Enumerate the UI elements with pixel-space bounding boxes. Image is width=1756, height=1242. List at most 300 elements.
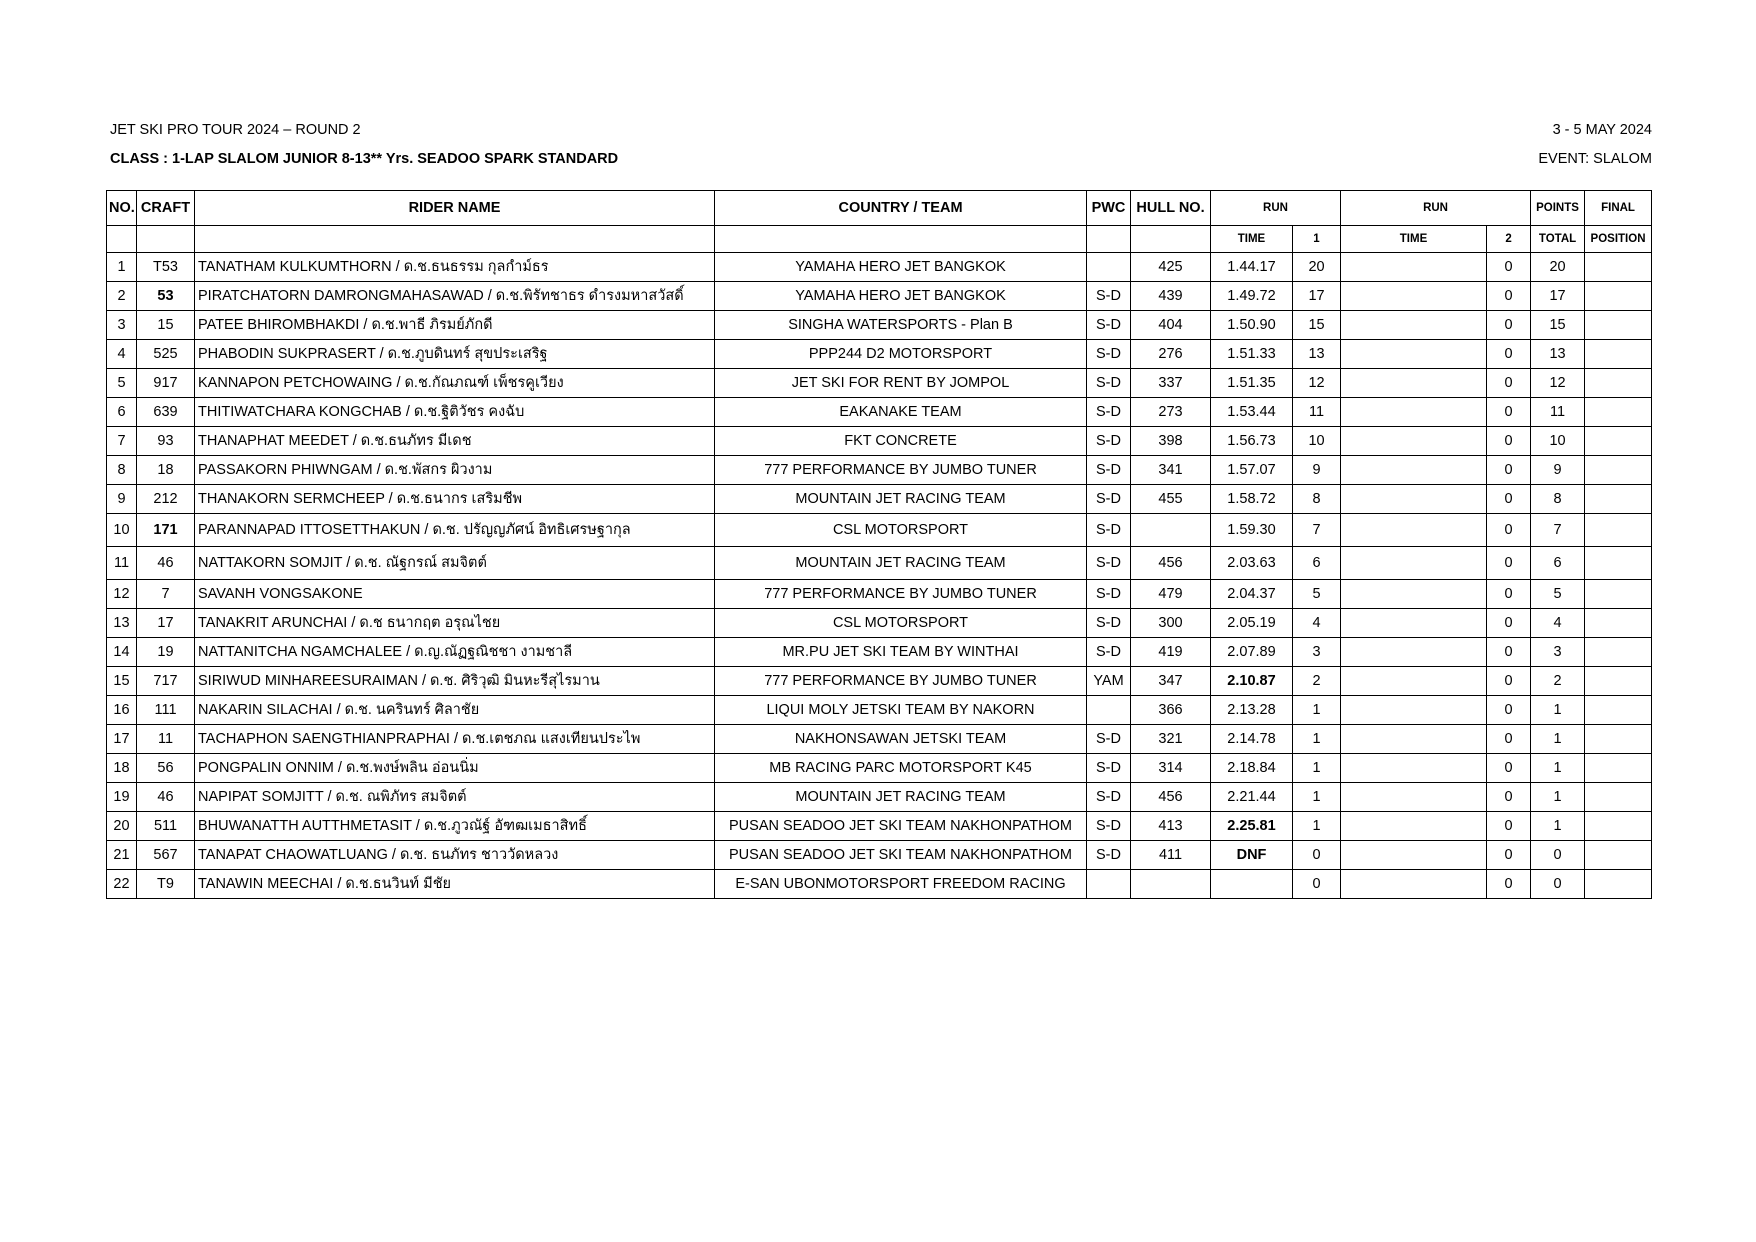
table-row — [107, 638, 1652, 667]
col-craft: CRAFT — [137, 191, 195, 226]
cell-run1-time: 1.49.72 — [1211, 282, 1293, 311]
cell-team: YAMAHA HERO JET BANGKOK — [715, 282, 1087, 311]
cell-points-total: 15 — [1531, 311, 1585, 340]
cell-points-total: 12 — [1531, 369, 1585, 398]
subcol-run2-time: TIME — [1341, 226, 1487, 253]
cell-run1-points: 1 — [1293, 812, 1341, 841]
cell-final-position — [1585, 282, 1652, 311]
subcol-empty — [137, 226, 195, 253]
cell-team: EAKANAKE TEAM — [715, 398, 1087, 427]
cell-run2-points: 0 — [1487, 870, 1531, 899]
cell-run1-time: 2.18.84 — [1211, 754, 1293, 783]
cell-rider-name: TANAWIN MEECHAI / ด.ช.ธนวินท์ มีชัย — [195, 870, 715, 899]
cell-hull: 276 — [1131, 340, 1211, 369]
cell-rider-name: THITIWATCHARA KONGCHAB / ด.ช.ฐิติวัชร คงฉับ — [195, 398, 715, 427]
cell-run1-time: 1.50.90 — [1211, 311, 1293, 340]
cell-pwc: S-D — [1087, 609, 1131, 638]
col-run2: RUN — [1341, 191, 1531, 226]
cell-hull: 456 — [1131, 783, 1211, 812]
table-row — [107, 609, 1652, 638]
cell-no: 18 — [107, 754, 137, 783]
cell-no: 2 — [107, 282, 137, 311]
table-row — [107, 870, 1652, 899]
subcol-run1-num: 1 — [1293, 226, 1341, 253]
cell-run2-points: 0 — [1487, 311, 1531, 340]
cell-run2-points: 0 — [1487, 369, 1531, 398]
cell-run2-time — [1341, 485, 1487, 514]
event-dates: 3 - 5 MAY 2024 — [1552, 122, 1652, 138]
cell-run2-time — [1341, 253, 1487, 282]
cell-run1-time: 2.21.44 — [1211, 783, 1293, 812]
cell-final-position — [1585, 609, 1652, 638]
cell-run2-time — [1341, 311, 1487, 340]
cell-run1-points: 1 — [1293, 696, 1341, 725]
cell-final-position — [1585, 369, 1652, 398]
cell-craft: 93 — [137, 427, 195, 456]
cell-points-total: 1 — [1531, 812, 1585, 841]
cell-run2-time — [1341, 427, 1487, 456]
cell-pwc: S-D — [1087, 514, 1131, 547]
cell-run2-time — [1341, 369, 1487, 398]
cell-pwc: S-D — [1087, 456, 1131, 485]
cell-pwc — [1087, 870, 1131, 899]
cell-no: 17 — [107, 725, 137, 754]
subcol-run1-time: TIME — [1211, 226, 1293, 253]
cell-run1-time: 2.07.89 — [1211, 638, 1293, 667]
cell-pwc: S-D — [1087, 638, 1131, 667]
cell-final-position — [1585, 725, 1652, 754]
cell-team: 777 PERFORMANCE BY JUMBO TUNER — [715, 580, 1087, 609]
cell-pwc: S-D — [1087, 398, 1131, 427]
cell-team: CSL MOTORSPORT — [715, 514, 1087, 547]
cell-run1-points: 1 — [1293, 754, 1341, 783]
cell-run2-time — [1341, 841, 1487, 870]
cell-craft: 46 — [137, 783, 195, 812]
table-row — [107, 696, 1652, 725]
subcol-empty — [1131, 226, 1211, 253]
table-row — [107, 783, 1652, 812]
cell-hull: 456 — [1131, 547, 1211, 580]
cell-team: MB RACING PARC MOTORSPORT K45 — [715, 754, 1087, 783]
cell-run2-points: 0 — [1487, 282, 1531, 311]
cell-run2-time — [1341, 340, 1487, 369]
cell-pwc: S-D — [1087, 369, 1131, 398]
cell-final-position — [1585, 547, 1652, 580]
cell-run1-points: 1 — [1293, 725, 1341, 754]
cell-hull: 455 — [1131, 485, 1211, 514]
cell-final-position — [1585, 398, 1652, 427]
col-points: POINTS — [1531, 191, 1585, 226]
cell-rider-name: TANAPAT CHAOWATLUANG / ด.ช. ธนภัทร ชาววัดหลวง — [195, 841, 715, 870]
cell-craft: 15 — [137, 311, 195, 340]
cell-run2-points: 0 — [1487, 485, 1531, 514]
table-row — [107, 841, 1652, 870]
cell-points-total: 1 — [1531, 754, 1585, 783]
cell-points-total: 1 — [1531, 783, 1585, 812]
cell-final-position — [1585, 638, 1652, 667]
cell-run1-time — [1211, 870, 1293, 899]
cell-no: 11 — [107, 547, 137, 580]
cell-no: 12 — [107, 580, 137, 609]
cell-run2-time — [1341, 870, 1487, 899]
cell-run2-points: 0 — [1487, 696, 1531, 725]
cell-no: 4 — [107, 340, 137, 369]
cell-no: 22 — [107, 870, 137, 899]
results-body — [107, 253, 1652, 899]
cell-no: 13 — [107, 609, 137, 638]
cell-run2-points: 0 — [1487, 812, 1531, 841]
cell-hull: 411 — [1131, 841, 1211, 870]
cell-no: 3 — [107, 311, 137, 340]
cell-pwc: S-D — [1087, 580, 1131, 609]
cell-run1-time: 1.57.07 — [1211, 456, 1293, 485]
cell-run1-time: 1.59.30 — [1211, 514, 1293, 547]
cell-no: 19 — [107, 783, 137, 812]
cell-team: SINGHA WATERSPORTS - Plan B — [715, 311, 1087, 340]
cell-team: PPP244 D2 MOTORSPORT — [715, 340, 1087, 369]
cell-rider-name: TANATHAM KULKUMTHORN / ด.ช.ธนธรรม กุลกำม์ธร — [195, 253, 715, 282]
cell-hull: 479 — [1131, 580, 1211, 609]
cell-hull — [1131, 870, 1211, 899]
cell-points-total: 0 — [1531, 841, 1585, 870]
cell-hull: 439 — [1131, 282, 1211, 311]
cell-run1-time: 2.10.87 — [1211, 667, 1293, 696]
cell-run1-points: 10 — [1293, 427, 1341, 456]
table-row — [107, 485, 1652, 514]
cell-hull: 413 — [1131, 812, 1211, 841]
cell-run1-points: 1 — [1293, 783, 1341, 812]
cell-pwc: S-D — [1087, 841, 1131, 870]
cell-run1-points: 9 — [1293, 456, 1341, 485]
cell-final-position — [1585, 783, 1652, 812]
cell-craft: 19 — [137, 638, 195, 667]
col-rider-name: RIDER NAME — [195, 191, 715, 226]
cell-run2-time — [1341, 456, 1487, 485]
cell-craft: 525 — [137, 340, 195, 369]
cell-points-total: 11 — [1531, 398, 1585, 427]
cell-hull: 347 — [1131, 667, 1211, 696]
cell-pwc: S-D — [1087, 485, 1131, 514]
cell-final-position — [1585, 253, 1652, 282]
cell-run1-time: 2.03.63 — [1211, 547, 1293, 580]
cell-craft: 717 — [137, 667, 195, 696]
table-row — [107, 667, 1652, 696]
cell-hull: 419 — [1131, 638, 1211, 667]
cell-rider-name: THANAPHAT MEEDET / ด.ช.ธนภัทร มีเดช — [195, 427, 715, 456]
cell-run1-time: 2.25.81 — [1211, 812, 1293, 841]
cell-run1-points: 17 — [1293, 282, 1341, 311]
cell-rider-name: NATTANITCHA NGAMCHALEE / ด.ญ.ณัฏฐณิชชา งามชาลี — [195, 638, 715, 667]
cell-team: YAMAHA HERO JET BANGKOK — [715, 253, 1087, 282]
cell-points-total: 9 — [1531, 456, 1585, 485]
cell-run2-points: 0 — [1487, 427, 1531, 456]
cell-craft: T53 — [137, 253, 195, 282]
cell-rider-name: NAKARIN SILACHAI / ด.ช. นครินทร์ ศิลาชัย — [195, 696, 715, 725]
cell-no: 6 — [107, 398, 137, 427]
cell-run2-points: 0 — [1487, 340, 1531, 369]
cell-run1-points: 6 — [1293, 547, 1341, 580]
cell-points-total: 17 — [1531, 282, 1585, 311]
table-row — [107, 253, 1652, 282]
cell-run2-points: 0 — [1487, 253, 1531, 282]
table-row — [107, 754, 1652, 783]
cell-run1-points: 4 — [1293, 609, 1341, 638]
cell-run1-time: 1.44.17 — [1211, 253, 1293, 282]
cell-run2-time — [1341, 282, 1487, 311]
table-row — [107, 311, 1652, 340]
cell-run1-points: 15 — [1293, 311, 1341, 340]
cell-run1-points: 7 — [1293, 514, 1341, 547]
cell-final-position — [1585, 340, 1652, 369]
cell-hull: 273 — [1131, 398, 1211, 427]
cell-run1-points: 3 — [1293, 638, 1341, 667]
cell-no: 7 — [107, 427, 137, 456]
cell-run1-time: 1.51.35 — [1211, 369, 1293, 398]
cell-team: NAKHONSAWAN JETSKI TEAM — [715, 725, 1087, 754]
cell-run2-points: 0 — [1487, 398, 1531, 427]
cell-rider-name: NAPIPAT SOMJITT / ด.ช. ณพิภัทร สมจิตต์ — [195, 783, 715, 812]
cell-team: 777 PERFORMANCE BY JUMBO TUNER — [715, 667, 1087, 696]
table-row — [107, 456, 1652, 485]
cell-final-position — [1585, 667, 1652, 696]
cell-craft: 639 — [137, 398, 195, 427]
cell-team: PUSAN SEADOO JET SKI TEAM NAKHONPATHOM — [715, 812, 1087, 841]
table-row — [107, 398, 1652, 427]
cell-craft: 53 — [137, 282, 195, 311]
subcol-run2-num: 2 — [1487, 226, 1531, 253]
cell-points-total: 6 — [1531, 547, 1585, 580]
cell-rider-name: TACHAPHON SAENGTHIANPRAPHAI / ด.ช.เตชภณ แสงเทียนประไพ — [195, 725, 715, 754]
cell-craft: T9 — [137, 870, 195, 899]
cell-team: LIQUI MOLY JETSKI TEAM BY NAKORN — [715, 696, 1087, 725]
cell-points-total: 1 — [1531, 696, 1585, 725]
cell-run2-points: 0 — [1487, 580, 1531, 609]
subcol-empty — [1087, 226, 1131, 253]
cell-pwc: S-D — [1087, 282, 1131, 311]
cell-run1-points: 5 — [1293, 580, 1341, 609]
subcol-empty — [107, 226, 137, 253]
cell-final-position — [1585, 696, 1652, 725]
cell-final-position — [1585, 311, 1652, 340]
cell-pwc: S-D — [1087, 340, 1131, 369]
table-header — [107, 191, 1652, 253]
cell-craft: 111 — [137, 696, 195, 725]
cell-run1-points: 2 — [1293, 667, 1341, 696]
cell-hull: 341 — [1131, 456, 1211, 485]
cell-rider-name: PONGPALIN ONNIM / ด.ช.พงษ์พลิน อ่อนนิ่ม — [195, 754, 715, 783]
cell-run2-time — [1341, 667, 1487, 696]
cell-run1-time: 2.05.19 — [1211, 609, 1293, 638]
col-run1: RUN — [1211, 191, 1341, 226]
cell-points-total: 10 — [1531, 427, 1585, 456]
table-row — [107, 514, 1652, 547]
table-row — [107, 547, 1652, 580]
cell-pwc: S-D — [1087, 427, 1131, 456]
cell-pwc: S-D — [1087, 812, 1131, 841]
event-title: JET SKI PRO TOUR 2024 – ROUND 2 — [110, 122, 361, 138]
cell-hull: 314 — [1131, 754, 1211, 783]
cell-points-total: 4 — [1531, 609, 1585, 638]
cell-craft: 567 — [137, 841, 195, 870]
cell-rider-name: NATTAKORN SOMJIT / ด.ช. ณัฐกรณ์ สมจิตต์ — [195, 547, 715, 580]
col-no: NO. — [107, 191, 137, 226]
cell-run2-time — [1341, 696, 1487, 725]
cell-hull: 337 — [1131, 369, 1211, 398]
cell-run2-time — [1341, 783, 1487, 812]
cell-run1-points: 13 — [1293, 340, 1341, 369]
cell-run2-points: 0 — [1487, 841, 1531, 870]
cell-rider-name: PHABODIN SUKPRASERT / ด.ช.ภูบดินทร์ สุขประเสริฐ — [195, 340, 715, 369]
cell-run2-time — [1341, 754, 1487, 783]
cell-no: 1 — [107, 253, 137, 282]
cell-run2-points: 0 — [1487, 667, 1531, 696]
cell-rider-name: SIRIWUD MINHAREESURAIMAN / ด.ช. ศิริวุฒิ มินหะรีสุไรมาน — [195, 667, 715, 696]
subcol-final-position: POSITION — [1585, 226, 1652, 253]
cell-run2-time — [1341, 398, 1487, 427]
cell-craft: 46 — [137, 547, 195, 580]
cell-pwc: YAM — [1087, 667, 1131, 696]
cell-run2-time — [1341, 580, 1487, 609]
cell-run2-points: 0 — [1487, 609, 1531, 638]
cell-run2-points: 0 — [1487, 456, 1531, 485]
cell-craft: 56 — [137, 754, 195, 783]
cell-team: FKT CONCRETE — [715, 427, 1087, 456]
cell-final-position — [1585, 456, 1652, 485]
cell-run1-time: 1.53.44 — [1211, 398, 1293, 427]
cell-run2-points: 0 — [1487, 514, 1531, 547]
cell-final-position — [1585, 580, 1652, 609]
cell-hull: 425 — [1131, 253, 1211, 282]
cell-points-total: 13 — [1531, 340, 1585, 369]
cell-points-total: 2 — [1531, 667, 1585, 696]
cell-pwc: S-D — [1087, 783, 1131, 812]
cell-run2-time — [1341, 725, 1487, 754]
cell-run1-time: 1.56.73 — [1211, 427, 1293, 456]
cell-team: E-SAN UBONMOTORSPORT FREEDOM RACING — [715, 870, 1087, 899]
cell-no: 10 — [107, 514, 137, 547]
cell-team: CSL MOTORSPORT — [715, 609, 1087, 638]
cell-craft: 7 — [137, 580, 195, 609]
cell-team: MOUNTAIN JET RACING TEAM — [715, 783, 1087, 812]
cell-no: 8 — [107, 456, 137, 485]
cell-run2-time — [1341, 638, 1487, 667]
subcol-empty — [715, 226, 1087, 253]
cell-run2-points: 0 — [1487, 547, 1531, 580]
subcol-points-total: TOTAL — [1531, 226, 1585, 253]
cell-final-position — [1585, 812, 1652, 841]
cell-no: 21 — [107, 841, 137, 870]
col-pwc: PWC — [1087, 191, 1131, 226]
cell-hull: 366 — [1131, 696, 1211, 725]
cell-rider-name: BHUWANATTH AUTTHMETASIT / ด.ช.ภูวณัฐ์ อัฑฒเมธาสิทธิ์ — [195, 812, 715, 841]
cell-hull: 398 — [1131, 427, 1211, 456]
cell-run1-time: 2.04.37 — [1211, 580, 1293, 609]
cell-team: PUSAN SEADOO JET SKI TEAM NAKHONPATHOM — [715, 841, 1087, 870]
cell-craft: 17 — [137, 609, 195, 638]
cell-run2-time — [1341, 812, 1487, 841]
col-team: COUNTRY / TEAM — [715, 191, 1087, 226]
cell-craft: 18 — [137, 456, 195, 485]
cell-pwc: S-D — [1087, 725, 1131, 754]
cell-run1-time: 2.14.78 — [1211, 725, 1293, 754]
cell-rider-name: PIRATCHATORN DAMRONGMAHASAWAD / ด.ช.พิรัทชาธร ดำรงมหาสวัสดิ์ — [195, 282, 715, 311]
cell-craft: 917 — [137, 369, 195, 398]
cell-rider-name: SAVANH VONGSAKONE — [195, 580, 715, 609]
cell-points-total: 5 — [1531, 580, 1585, 609]
col-final: FINAL — [1585, 191, 1652, 226]
cell-hull: 300 — [1131, 609, 1211, 638]
cell-pwc — [1087, 696, 1131, 725]
cell-no: 15 — [107, 667, 137, 696]
table-row — [107, 427, 1652, 456]
cell-no: 20 — [107, 812, 137, 841]
cell-pwc: S-D — [1087, 754, 1131, 783]
cell-rider-name: PATEE BHIROMBHAKDI / ด.ช.พาธี ภิรมย์ภักดี — [195, 311, 715, 340]
cell-final-position — [1585, 841, 1652, 870]
cell-rider-name: PASSAKORN PHIWNGAM / ด.ช.พัสกร ผิวงาม — [195, 456, 715, 485]
cell-rider-name: KANNAPON PETCHOWAING / ด.ช.กัณภณฑ์ เพ็ชรคูเวียง — [195, 369, 715, 398]
cell-points-total: 7 — [1531, 514, 1585, 547]
class-title: CLASS : 1-LAP SLALOM JUNIOR 8-13** Yrs. SEADOO SPARK STANDARD — [110, 151, 619, 167]
cell-rider-name: PARANNAPAD ITTOSETTHAKUN / ด.ช. ปรัญญภัศน์ อิทธิเศรษฐากุล — [195, 514, 715, 547]
cell-run1-points: 12 — [1293, 369, 1341, 398]
cell-run2-time — [1341, 547, 1487, 580]
cell-team: MOUNTAIN JET RACING TEAM — [715, 547, 1087, 580]
cell-final-position — [1585, 754, 1652, 783]
cell-pwc — [1087, 253, 1131, 282]
cell-run1-points: 20 — [1293, 253, 1341, 282]
cell-no: 9 — [107, 485, 137, 514]
cell-run1-time: 2.13.28 — [1211, 696, 1293, 725]
cell-run2-points: 0 — [1487, 638, 1531, 667]
cell-run1-points: 0 — [1293, 870, 1341, 899]
cell-run2-time — [1341, 514, 1487, 547]
cell-run1-points: 0 — [1293, 841, 1341, 870]
cell-team: MOUNTAIN JET RACING TEAM — [715, 485, 1087, 514]
subcol-empty — [195, 226, 715, 253]
cell-craft: 212 — [137, 485, 195, 514]
cell-points-total: 8 — [1531, 485, 1585, 514]
cell-craft: 511 — [137, 812, 195, 841]
cell-team: JET SKI FOR RENT BY JOMPOL — [715, 369, 1087, 398]
cell-run1-points: 11 — [1293, 398, 1341, 427]
cell-points-total: 20 — [1531, 253, 1585, 282]
cell-hull — [1131, 514, 1211, 547]
cell-hull: 321 — [1131, 725, 1211, 754]
cell-points-total: 3 — [1531, 638, 1585, 667]
cell-rider-name: TANAKRIT ARUNCHAI / ด.ช ธนากฤต อรุณไชย — [195, 609, 715, 638]
cell-run1-time: 1.51.33 — [1211, 340, 1293, 369]
cell-team: MR.PU JET SKI TEAM BY WINTHAI — [715, 638, 1087, 667]
cell-final-position — [1585, 485, 1652, 514]
table-row — [107, 340, 1652, 369]
table-row — [107, 812, 1652, 841]
cell-pwc: S-D — [1087, 311, 1131, 340]
cell-hull: 404 — [1131, 311, 1211, 340]
cell-craft: 11 — [137, 725, 195, 754]
cell-points-total: 1 — [1531, 725, 1585, 754]
table-row — [107, 580, 1652, 609]
cell-run1-time: DNF — [1211, 841, 1293, 870]
col-hull: HULL NO. — [1131, 191, 1211, 226]
table-row — [107, 369, 1652, 398]
cell-no: 14 — [107, 638, 137, 667]
cell-final-position — [1585, 427, 1652, 456]
table-row — [107, 282, 1652, 311]
cell-run2-points: 0 — [1487, 725, 1531, 754]
cell-no: 5 — [107, 369, 137, 398]
table-row — [107, 725, 1652, 754]
